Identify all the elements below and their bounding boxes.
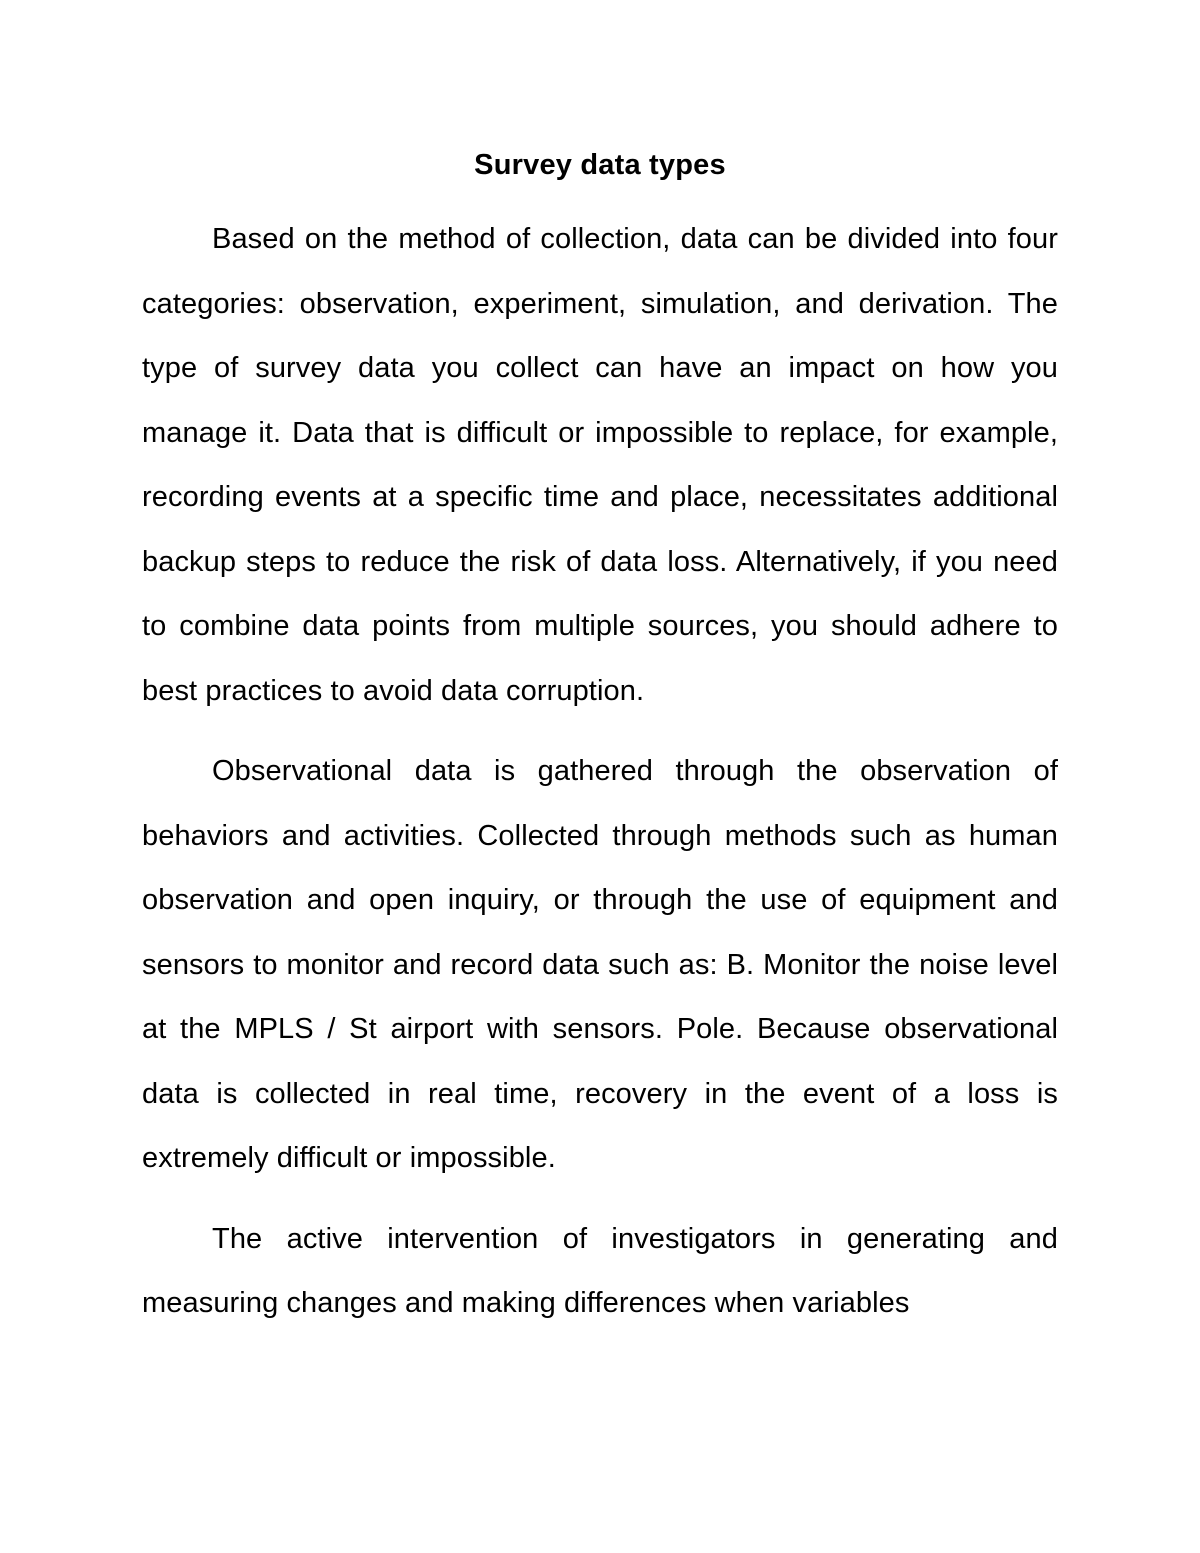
paragraph-observational-data: Observational data is gathered through the observation of behaviors and activities. Collected through methods such as human observation and open inquiry, or through the use of equipment and sensors to monitor and record data such as: B. Monitor the noise level at the MPLS / St airport with sensors. Pole. Because observational data is collected in real time, recovery in the event of a loss is extremely difficult or impossible. [142,755,1058,1174]
paragraph-collection-methods: Based on the method of collection, data can be divided into four categories: observation, experiment, simulation, and derivation. The type of survey data you collect can have an impact on how you manage it. Data that is difficult or impossible to replace, for example, recording events at a specific time and place, necessitates additional backup steps to reduce the risk of data loss. Alternatively, if you need to combine data points from multiple sources, you should adhere to best practices to avoid data corruption. [142,223,1058,707]
paragraph-experimental-data: The active intervention of investigators in generating and measuring changes and making differences when variables [142,1222,1058,1319]
document-body [142,138,1058,1352]
page-title: Survey data types [474,149,726,181]
